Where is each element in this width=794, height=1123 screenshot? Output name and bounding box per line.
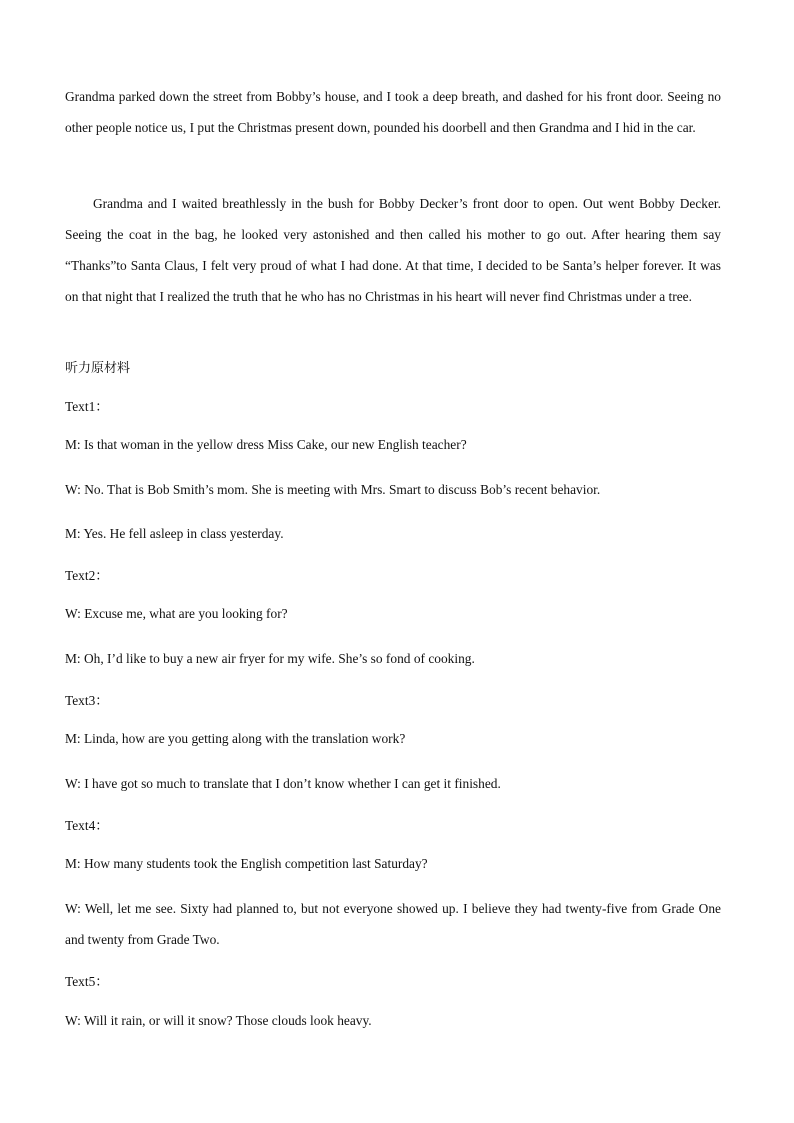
- text-label: Text4：: [65, 818, 109, 833]
- dialogue-line: W: Will it rain, or will it snow? Those clouds look heavy.: [65, 1013, 372, 1028]
- dialogue-line: M: Yes. He fell asleep in class yesterday.: [65, 526, 284, 541]
- text-label: Text2：: [65, 568, 109, 583]
- story-paragraph-2: Grandma and I waited breathlessly in the bush for Bobby Decker’s front door to open. Out went Bobby Decker. Seeing the coat in the bag, he looked very astonished and then called his mother to go out. After hearing them say “Thanks”to Santa Claus, I felt very proud of what I had done. At that time, I decided to be Santa’s helper forever. It was on that night that I realized the truth that he who has no Christmas in his heart will never find Christmas under a tree.: [65, 196, 721, 304]
- text-label: Text3：: [65, 693, 109, 708]
- dialogue-line: W: No. That is Bob Smith’s mom. She is meeting with Mrs. Smart to discuss Bob’s recent behavior.: [65, 482, 601, 497]
- story-paragraph-1: Grandma parked down the street from Bobby’s house, and I took a deep breath, and dashed for his front door. Seeing no other people notice us, I put the Christmas present down, pounded his doorbell and then Grandma and I hid in the car.: [65, 89, 721, 135]
- dialogue-line: W: Well, let me see. Sixty had planned to, but not everyone showed up. I believe they had twenty-five from Grade One and twenty from Grade Two.: [65, 901, 721, 947]
- text-label: Text5：: [65, 974, 109, 989]
- dialogue-line: M: How many students took the English competition last Saturday?: [65, 856, 428, 871]
- text-label: Text1：: [65, 399, 109, 414]
- dialogue-line: M: Oh, I’d like to buy a new air fryer for my wife. She’s so fond of cooking.: [65, 651, 475, 666]
- dialogue-line: M: Linda, how are you getting along with the translation work?: [65, 731, 406, 746]
- listening-heading: 听力原材料: [65, 361, 131, 376]
- dialogue-line: W: I have got so much to translate that I don’t know whether I can get it finished.: [65, 776, 501, 791]
- dialogue-line: W: Excuse me, what are you looking for?: [65, 606, 288, 621]
- dialogue-line: M: Is that woman in the yellow dress Miss Cake, our new English teacher?: [65, 437, 467, 452]
